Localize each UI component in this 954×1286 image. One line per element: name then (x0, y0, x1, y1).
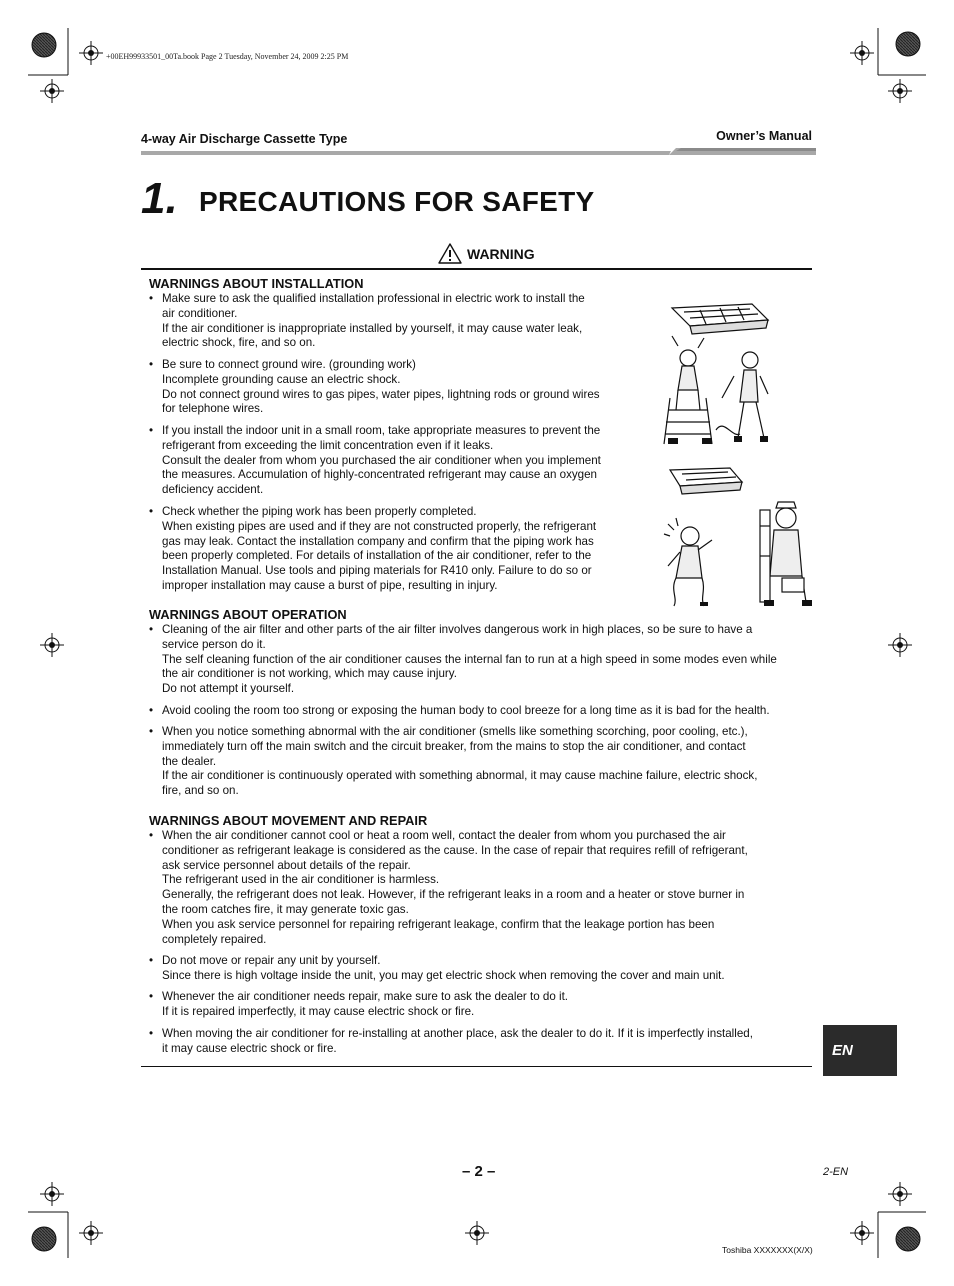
warning-label: WARNING (467, 245, 535, 262)
illustration-refrigerant-leak (656, 466, 814, 608)
list-item-text: Avoid cooling the room too strong or exposing the human body to cool breeze for a long time as it is bad for the health. (162, 704, 770, 717)
bullet: • (149, 358, 154, 371)
bullet: • (149, 725, 154, 738)
warning-heading (438, 243, 535, 264)
list-item-text: When the air conditioner cannot cool or heat a room well, contact the dealer from whom you purchased the air conditioner as refrigerant leakage is considered as the cause. In the case of repair that requires refill of refrigerant, ask service personnel about details of the repair. The refrigerant used in the air conditioner is harmless. Generally, the refrigerant does not leak. However, if the refrigerant leaks in a room and a heater or stove burner in the room catches fire, it may generate toxic gas. When you ask service personnel for repairing refrigerant leakage, confirm that the leakage portion has been completely repaired. (162, 829, 748, 946)
language-tab-label: EN (832, 1042, 853, 1059)
bullet: • (149, 704, 154, 717)
bullet: • (149, 292, 154, 305)
list-item-text: Make sure to ask the qualified installation professional in electric work to install the air conditioner. If the air conditioner is inappropriate installed by yourself, it may cause water leak, electric shock, fire, and so on. (162, 292, 585, 350)
section-title-installation: WARNINGS ABOUT INSTALLATION (149, 276, 364, 291)
list-item-text: Be sure to connect ground wire. (grounding work) Incomplete grounding cause an electric shock. Do not connect ground wires to gas pipes, water pipes, lightning rods or ground wires for telephone wires. (162, 358, 600, 416)
section-end-rule (141, 1066, 812, 1067)
bullet: • (149, 990, 154, 1003)
header-manual-type: Owner’s Manual (716, 129, 812, 143)
book-info: +00EH99933501_00Ta.book Page 2 Tuesday, November 24, 2009 2:25 PM (106, 52, 349, 61)
list-item-text: Whenever the air conditioner needs repair, make sure to ask the dealer to do it. If it is repaired imperfectly, it may cause electric shock or fire. (162, 990, 569, 1018)
list-item-text: Do not move or repair any unit by yourself. Since there is high voltage inside the unit, you may get electric shock when removing the cover and main unit. (162, 954, 725, 982)
bullet: • (149, 424, 154, 437)
list-item-text: When you notice something abnormal with the air conditioner (smells like something scorching, poor cooling, etc.), immediately turn off the main switch and the circuit breaker, from the mains to stop the air conditioner, and contact the dealer. If the air conditioner is continuously operated with something abnormal, it may cause machine failure, electric shock, fire, and so on. (162, 725, 758, 798)
chapter-number: 1. (141, 174, 178, 223)
page-number: – 2 – (462, 1163, 496, 1180)
illustration-falling-unit (660, 298, 772, 446)
page-code: 2-EN (823, 1166, 849, 1178)
bullet: • (149, 829, 154, 842)
warning-triangle-icon (438, 243, 462, 264)
page-title: PRECAUTIONS FOR SAFETY (199, 186, 595, 217)
warning-rule (141, 268, 812, 270)
list-item-text: Cleaning of the air filter and other parts of the air filter involves dangerous work in high places, so be sure to have a service person do it. The self cleaning function of the air conditioner causes the internal fan to run at a high speed in some modes even while the air conditioner is not working, which may cause injury. Do not attempt it yourself. (162, 623, 777, 696)
header-product-type: 4-way Air Discharge Cassette Type (141, 132, 348, 146)
language-tab (823, 1025, 897, 1076)
list-item-text: When moving the air conditioner for re-installing at another place, ask the dealer to do it. If it is imperfectly installed, it may cause electric shock or fire. (162, 1027, 753, 1055)
section-title-operation: WARNINGS ABOUT OPERATION (149, 607, 347, 622)
bullet: • (149, 1027, 154, 1040)
list-item-text: If you install the indoor unit in a small room, take appropriate measures to prevent the refrigerant from exceeding the limit concentration even if it leaks. Consult the dealer from whom you purchased the air conditioner when you implement the measures. Accumulation of highly-concentrated refrigerant may cause an oxygen deficiency accident. (162, 424, 601, 497)
bullet: • (149, 954, 154, 967)
list-item-text: Check whether the piping work has been properly completed. When existing pipes are used and if they are not constructed properly, the refrigerant gas may leak. Contact the installation company and confirm that the piping work has been properly completed. For details of installation of the air conditioner, refer to the Installation Manual. Use tools and piping materials for R410 only. Failure to do so or improper installation may cause a burst of pipe, resulting in injury. (162, 505, 597, 592)
bullet: • (149, 623, 154, 636)
section-title-movement-repair: WARNINGS ABOUT MOVEMENT AND REPAIR (149, 813, 428, 828)
bullet: • (149, 505, 154, 518)
footer-code: Toshiba XXXXXXX(X/X) (722, 1245, 813, 1255)
header-bar (141, 148, 816, 156)
